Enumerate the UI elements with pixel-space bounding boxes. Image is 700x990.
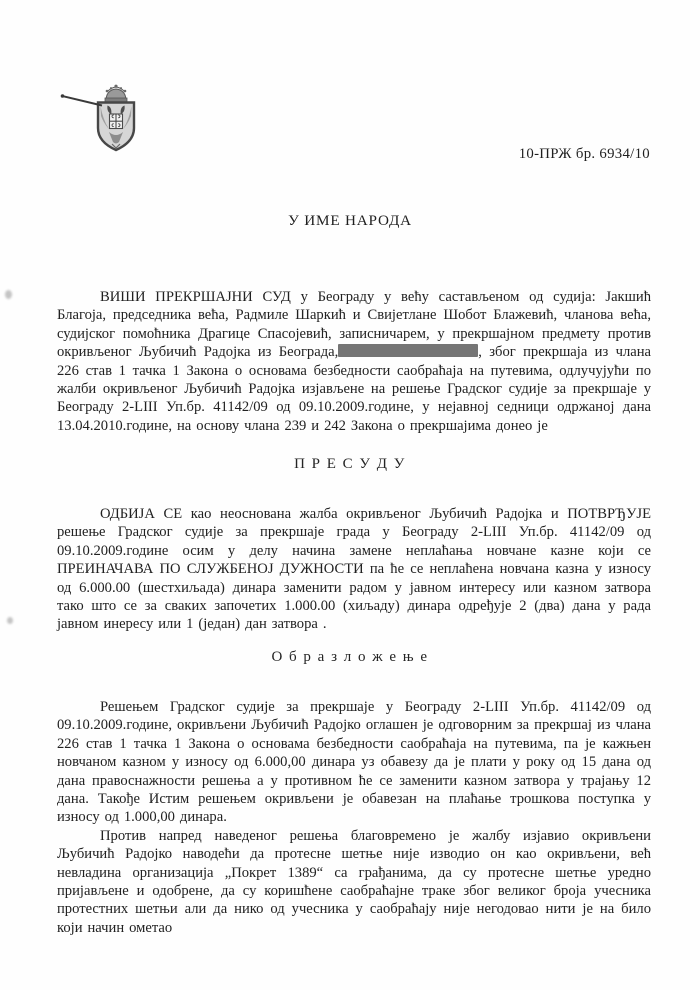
document-title: У ИМЕ НАРОДА xyxy=(288,212,412,229)
verdict-paragraph-block xyxy=(57,505,651,634)
intro-paragraph xyxy=(57,288,651,435)
reasoning-paragraph: Против напред наведеног решења благовремено је жалбу изјавио окривљени Љубичић Радојко наводећи да протесне шетње није изводио он као окривљени, већ невладина организација „Покрет 1389“ са грађанима, да су протесне шетње уредно пријављене и одобрене, да су коришћене саобраћајне траке због великог броја учесника протестних шетњи али да нико од учесника у саобраћају није негодовао нити је на било који начин ометао xyxy=(57,827,651,936)
case-number: 10-ПРЖ бр. 6934/10 xyxy=(518,146,650,162)
intro-text-before-redaction: ВИШИ ПРЕКРШАЈНИ СУД у Београду у већу састављеном од судија: Јакшић Благоја, председника већа, Радмиле Шаркић и Свијетлане Шобот Блажевић, чланова већа, судијског помоћника Драгице Спасојевић, записничарем, у прекршајном предмету против окривљеног Љубичић Радојка из Београда, xyxy=(57,289,651,361)
reasoning-paragraph: Решењем Градског судије за прекршаје у Београду 2-LIII Уп.бр. 41142/09 од 09.10.2009.године, окривљени Љубичић Радојко оглашен је одговорним за прекршај из члана 226 став 1 тачка 1 Закона о основама безбедности саобраћаја на путевима, па је кажњен новчаном казном у износу од 6.000,00 динара уз обавезу да је плати у року од 15 дана од дана правоснажности решења а у противном ће се заменити казном затвора у трајању 12 дана. Такође Истим решењем окривљени је обавезан на плаћање трошкова поступка у износу од 1.000,00 динара. xyxy=(57,699,651,826)
reasoning-heading: О б р а з л о ж е њ е xyxy=(271,649,429,665)
scan-artifact xyxy=(5,290,12,299)
scan-artifact xyxy=(7,617,13,624)
verdict-paragraph: ОДБИЈА СЕ као неоснована жалба окривљеног Љубичић Радојка и ПОТВРЂУЈЕ решење Градског судије за прекршаје града у Београду 2-LIII Уп.бр. 41142/09 од 09.10.2009.године осим у делу начина замене неплаћања новчане казне који се ПРЕИНАЧАВА ПО СЛУЖБЕНОЈ ДУЖНОСТИ па ће се неплаћена новчана казна у износу од 6.000.00 (шестхиљада) динара заменити радом у јавном интересу или казном затвора тако што се за сваких започетих 1.000.00 (хиљаду) динара одређује 2 (два) дана у рада јавном инересу или 1 (један) дан затвора . xyxy=(57,506,651,633)
intro-paragraph-block xyxy=(57,288,651,435)
reasoning-paragraphs-block xyxy=(57,698,651,937)
intro-text-after-redaction: , због прекршаја из члана 226 став 1 тачка 1 Закона о основама безбедности саобраћаја на путевима, одлучујући по жалби окривљеног Љубичић Радојка изјављене на решење Градског судије за прекршаје у Београду 2-LIII Уп.бр. 41142/09 од 09.10.2009.године, у нејавној седници одржаној дана 13.04.2010.године, на основу члана 239 и 242 Закона о прекршајима донео је xyxy=(57,344,651,434)
pen-stroke-icon xyxy=(55,88,125,114)
verdict-heading: П Р Е С У Д У xyxy=(294,456,406,472)
redacted-personal-data-box xyxy=(338,344,478,357)
